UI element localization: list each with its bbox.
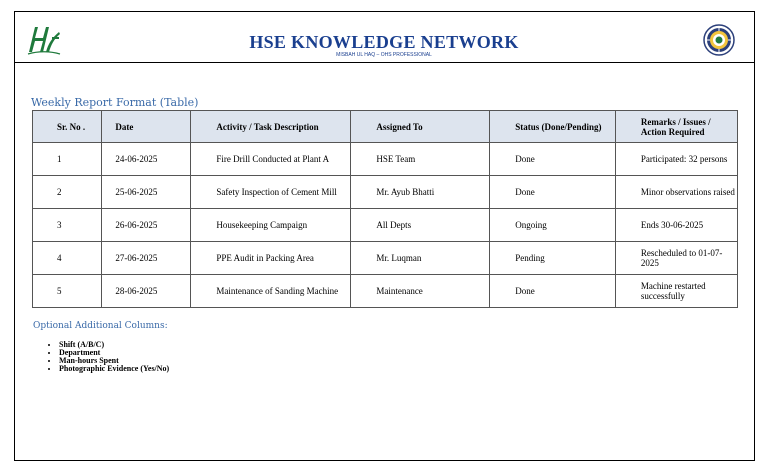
table-row (33, 176, 738, 209)
cell-activity: Maintenance of Sanding Machine (191, 275, 351, 308)
cell-assigned-to: Mr. Luqman (351, 242, 490, 275)
header-status: Status (Done/Pending) (490, 111, 616, 143)
weekly-report-table (32, 110, 738, 308)
cell-date: 25-06-2025 (102, 176, 191, 209)
header-divider (14, 62, 755, 63)
table-row (33, 275, 738, 308)
table-row (33, 242, 738, 275)
cell-assigned-to: HSE Team (351, 143, 490, 176)
header-sr-no: Sr. No . (33, 111, 102, 143)
cell-remarks: Machine restarted successfully (615, 275, 737, 308)
optional-columns-list (33, 341, 169, 373)
cell-activity: Fire Drill Conducted at Plant A (191, 143, 351, 176)
organization-seal-icon (703, 24, 735, 56)
cell-sr-no: 5 (33, 275, 102, 308)
table-header-row (33, 111, 738, 143)
cell-date: 24-06-2025 (102, 143, 191, 176)
cell-assigned-to: All Depts (351, 209, 490, 242)
list-item: • Man-hours Spent (59, 357, 169, 365)
table-row (33, 143, 738, 176)
page-subtitle: MISBAH UL HAQ – OHS PROFESSIONAL (336, 52, 432, 58)
cell-assigned-to: Maintenance (351, 275, 490, 308)
cell-sr-no: 2 (33, 176, 102, 209)
optional-columns-title: Optional Additional Columns: (33, 321, 168, 331)
cell-date: 28-06-2025 (102, 275, 191, 308)
list-item: • Photographic Evidence (Yes/No) (59, 365, 169, 373)
cell-date: 26-06-2025 (102, 209, 191, 242)
cell-remarks: Rescheduled to 01-07-2025 (615, 242, 737, 275)
list-item: • Shift (A/B/C) (59, 341, 169, 349)
cell-activity: Safety Inspection of Cement Mill (191, 176, 351, 209)
cell-sr-no: 3 (33, 209, 102, 242)
header-remarks: Remarks / Issues / Action Required (615, 111, 737, 143)
header-date: Date (102, 111, 191, 143)
cell-status: Pending (490, 242, 616, 275)
page-title: HSE KNOWLEDGE NETWORK (249, 32, 519, 52)
cell-activity: PPE Audit in Packing Area (191, 242, 351, 275)
cell-status: Done (490, 275, 616, 308)
table-row (33, 209, 738, 242)
cell-status: Done (490, 176, 616, 209)
list-item: • Department (59, 349, 169, 357)
cell-remarks: Ends 30-06-2025 (615, 209, 737, 242)
cell-date: 27-06-2025 (102, 242, 191, 275)
cell-sr-no: 4 (33, 242, 102, 275)
header-activity: Activity / Task Description (191, 111, 351, 143)
cell-sr-no: 1 (33, 143, 102, 176)
cell-activity: Housekeeping Campaign (191, 209, 351, 242)
cell-remarks: Participated: 32 persons (615, 143, 737, 176)
cell-remarks: Minor observations raised (615, 176, 737, 209)
header-assigned-to: Assigned To (351, 111, 490, 143)
cell-status: Done (490, 143, 616, 176)
section-title: Weekly Report Format (Table) (31, 96, 199, 109)
cell-assigned-to: Mr. Ayub Bhatti (351, 176, 490, 209)
cell-status: Ongoing (490, 209, 616, 242)
